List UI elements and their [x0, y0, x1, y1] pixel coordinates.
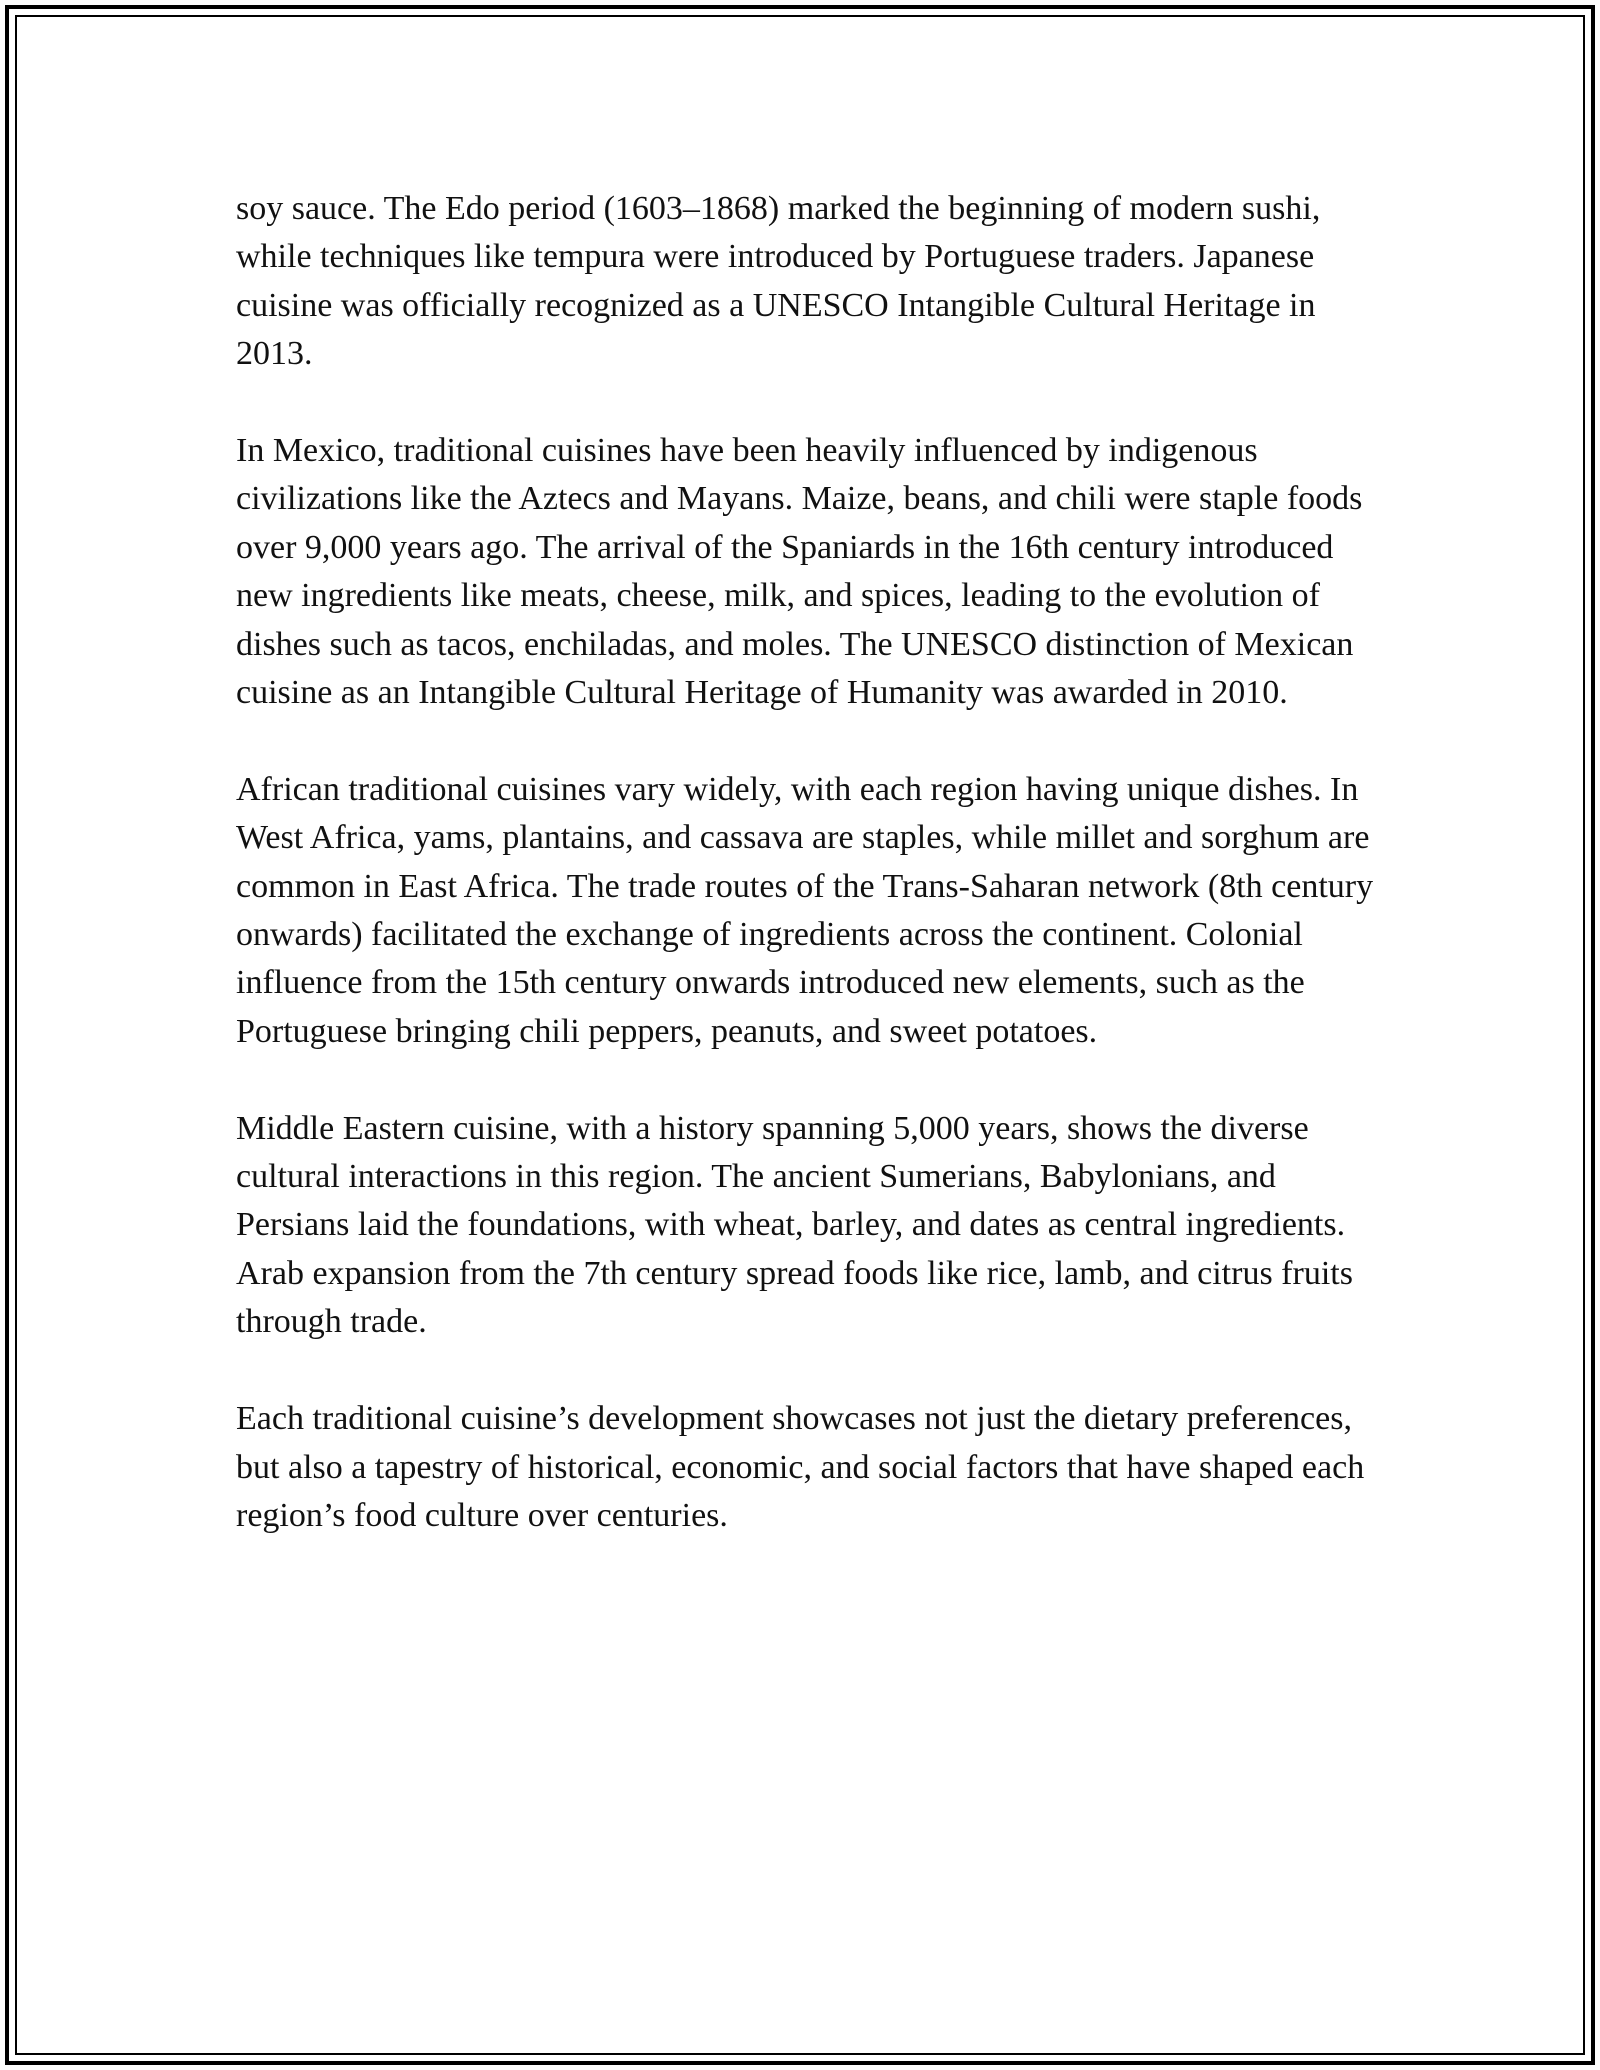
paragraph-mexico: In Mexico, traditional cuisines have been heavily influenced by indigenous civilizations like the Aztecs and Mayans. Maize, beans, and chili were staple foods over 9,000 years ago. The arrival of the Spaniards in the 16th century introduced new ingredients like meats, cheese, milk, and spices, leading to the evolution of dishes such as tacos, enchiladas, and moles. The UNESCO distinction of Mexican cuisine as an Intangible Cultural Heritage of Humanity was awarded in 2010. — [236, 432, 1363, 712]
paragraph-japan-continued: soy sauce. The Edo period (1603–1868) marked the beginning of modern sushi, while techniques like tempura were introduced by Portuguese traders. Japanese cuisine was officially recognized as a UNESCO Intangible Cultural Heritage in 2013. — [236, 190, 1321, 373]
paragraph-middle-east: Middle Eastern cuisine, with a history spanning 5,000 years, shows the diverse cultural interactions in this region. The ancient Sumerians, Babylonians, and Persians laid the foundations, with wheat, barley, and dates as central ingredients. Arab expansion from the 7th century spread foods like rice, lamb, and citrus fruits through trade. — [236, 1109, 1353, 1341]
document-body — [236, 185, 1396, 1540]
paragraph-conclusion: Each traditional cuisine’s development showcases not just the dietary preferences, but also a tapestry of historical, economic, and social factors that have shaped each region’s food culture over centuries. — [236, 1400, 1365, 1534]
paragraph-africa: African traditional cuisines vary widely, with each region having unique dishes. In West Africa, yams, plantains, and cassava are staples, while millet and sorghum are common in East Africa. The trade routes of the Trans-Saharan network (8th century onwards) facilitated the exchange of ingredients across the continent. Colonial influence from the 15th century onwards introduced new elements, such as the Portuguese bringing chili peppers, peanuts, and sweet potatoes. — [236, 770, 1374, 1050]
